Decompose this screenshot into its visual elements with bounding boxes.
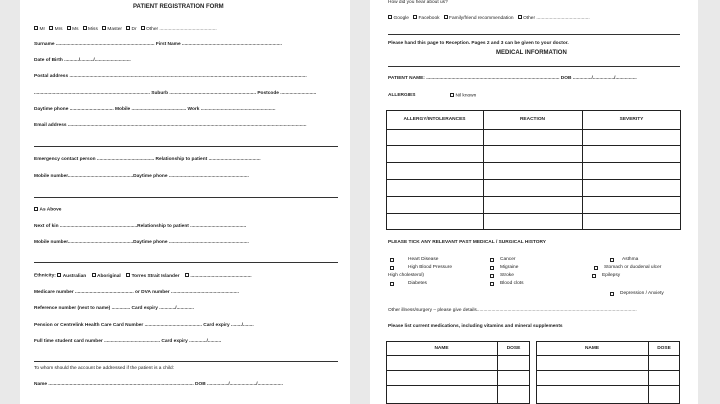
email-field[interactable]: Email address ................................................................................................................................................................................... — [34, 123, 307, 128]
divider — [34, 197, 338, 198]
table-rule — [536, 370, 680, 371]
checkbox-stomach-ulcer[interactable] — [594, 266, 598, 270]
section-title: MEDICAL INFORMATION — [496, 50, 567, 56]
title-option-dr[interactable]: Dr — [126, 27, 137, 32]
checkbox[interactable] — [126, 273, 130, 277]
history-title: PLEASE TICK ANY RELEVANT PAST MEDICAL / SURGICAL HISTORY — [388, 240, 546, 245]
source-option-other[interactable]: Other ........................................ — [518, 16, 590, 21]
table-rule — [483, 110, 484, 230]
account-instruction: To whom should the account be addressed if the patient is a child: — [34, 366, 174, 371]
history-epilepsy: Epilepsy — [602, 273, 621, 278]
divider — [34, 262, 338, 263]
medicare-field[interactable]: Medicare number ............................................ or DVA number ................................................... — [34, 290, 239, 295]
table-rule — [386, 355, 530, 356]
ethnicity-option-australian[interactable]: Australian — [57, 274, 86, 279]
medications-instruction: Please list current medications, including vitamins and mineral supplements — [388, 324, 563, 329]
table-rule — [386, 196, 681, 197]
reaction-header: REACTION — [519, 117, 546, 122]
title-options — [34, 26, 217, 33]
checkbox-stroke[interactable] — [490, 274, 494, 278]
med-name-header: NAME — [584, 346, 600, 351]
title-option-mr[interactable]: Mr — [34, 27, 45, 32]
table-rule — [386, 213, 681, 214]
registration-page — [20, 0, 350, 404]
checkbox[interactable] — [83, 26, 87, 30]
checkbox[interactable] — [34, 26, 38, 30]
history-cancer: Cancer — [500, 257, 516, 262]
history-depression: Depression / Anxiety — [620, 291, 664, 296]
checkbox-heart-disease[interactable] — [390, 258, 394, 262]
emergency-contact-field[interactable]: Emergency contact person ........................................... Relationship to patient ....................................... — [34, 157, 261, 162]
source-options — [388, 15, 590, 22]
table-rule — [386, 162, 681, 163]
med-dose-header: DOSE — [506, 346, 521, 351]
title-option-master[interactable]: Master — [102, 27, 122, 32]
divider — [388, 66, 680, 67]
checkbox-epilepsy[interactable] — [592, 274, 596, 278]
source-option-google[interactable]: Google — [388, 16, 409, 21]
ethnicity-option-other[interactable]: .............................................. — [185, 274, 252, 279]
title-option-ms[interactable]: Ms — [67, 27, 79, 32]
ethnicity-options — [34, 273, 252, 280]
title-option-mrs[interactable]: Mrs — [49, 27, 63, 32]
emergency-mobile-field[interactable]: Mobile number.................................................Daytime phone ............................................................ — [34, 174, 249, 179]
pension-card-field[interactable]: Pension or Centrelink Health Care Card Number ........................................... Card expiry ......../........ — [34, 323, 254, 328]
checkbox-migraine[interactable] — [490, 266, 494, 270]
allergies-label: ALLERGIES — [388, 93, 416, 98]
med-dose-header: DOSE — [657, 346, 671, 351]
med-name-header: NAME — [434, 346, 449, 351]
next-of-kin-field[interactable]: Next of kin ..........................................................Relationship to patient .......................................... — [34, 224, 247, 229]
checkbox[interactable] — [49, 26, 53, 30]
checkbox[interactable] — [92, 273, 96, 277]
ethnicity-option-torres-strait[interactable]: Torres Strait Islander — [126, 274, 179, 279]
checkbox[interactable] — [444, 15, 448, 19]
checkbox-diabetes[interactable] — [390, 282, 394, 286]
other-illness-field[interactable]: Other illness/surgery – please give details........................................................................................................................ — [388, 308, 637, 313]
divider — [34, 361, 338, 362]
checkbox-high-blood-pressure[interactable] — [390, 266, 394, 270]
source-option-facebook[interactable]: Facebook — [413, 16, 440, 21]
ethnicity-option-aboriginal[interactable]: Aboriginal — [92, 274, 121, 279]
checkbox[interactable] — [518, 15, 522, 19]
table-rule — [386, 129, 681, 130]
table-rule — [386, 370, 530, 371]
student-card-field[interactable]: Full time student card number .......................................... Card expiry ............./.......... — [34, 339, 222, 344]
checkbox[interactable] — [388, 15, 392, 19]
nil-known-option[interactable]: Nil known — [450, 93, 476, 100]
table-rule — [386, 145, 681, 146]
history-asthma: Asthma — [622, 257, 639, 262]
history-high-blood-pressure: High Blood Pressure — [408, 265, 452, 270]
as-above-option[interactable]: As Above — [34, 207, 61, 214]
allergy-table — [386, 110, 681, 230]
checkbox[interactable] — [126, 26, 130, 30]
phone-fields[interactable]: Daytime phone ................................. Mobile ......................................... Work ........................................................ — [34, 107, 276, 112]
dob-field[interactable]: Date of Birth .........../........../........................... — [34, 58, 131, 63]
history-heart-disease: Heart Disease — [408, 257, 439, 262]
title-option-miss[interactable]: Miss — [83, 27, 98, 32]
divider — [388, 34, 680, 35]
hear-about-question: How did you hear about us? — [388, 0, 448, 5]
table-rule — [386, 179, 681, 180]
table-rule — [536, 355, 680, 356]
checkbox[interactable] — [67, 26, 71, 30]
history-high-cholesterol: High cholesterol) — [388, 273, 424, 278]
ethnicity-label: Ethnicity: — [34, 273, 56, 279]
title-option-other[interactable]: Other ........................................... — [141, 27, 217, 32]
account-name-dob-field[interactable]: Name ............................................................................................................. DOB ................/..................../................... — [34, 382, 283, 387]
reception-instruction: Please hand this page to Reception. Pages 2 and 3 can be given to your doctor. — [388, 41, 569, 46]
patient-name-field[interactable]: PATIENT NAME: .................................................................................................... DOB ............../................/................ — [388, 76, 637, 81]
history-diabetes: Diabetes — [408, 281, 427, 286]
nok-mobile-field[interactable]: Mobile number.................................................Daytime phone ............................................................ — [34, 240, 249, 245]
table-rule — [386, 385, 530, 386]
checkbox[interactable] — [34, 207, 38, 211]
checkbox[interactable] — [413, 15, 417, 19]
reference-number-field[interactable]: Reference number (next to name) .............. Card expiry ............/............. — [34, 306, 194, 311]
checkbox[interactable] — [141, 26, 145, 30]
checkbox-depression[interactable] — [610, 292, 614, 296]
postal-address-field[interactable]: Postal address .................................................................................................................................................................................. — [34, 74, 307, 79]
table-rule — [536, 385, 680, 386]
checkbox[interactable] — [57, 273, 61, 277]
table-rule — [582, 110, 583, 230]
checkbox[interactable] — [102, 26, 106, 30]
source-option-family[interactable]: Family/friend recommendation — [444, 16, 514, 21]
history-blood-clots: Blood clots — [500, 281, 524, 286]
history-migraine: Migraine — [500, 265, 519, 270]
severity-header: SEVERITY — [619, 117, 644, 122]
history-stroke: Stroke — [500, 273, 514, 278]
suburb-postcode-field[interactable]: ....................................................................................... Suburb ................................................................. Postcode ........................... — [34, 91, 317, 96]
surname-field[interactable]: Surname .......................................................................... First Name ........................................................................... — [34, 42, 282, 47]
checkbox-blood-clots[interactable] — [490, 282, 494, 286]
history-stomach-ulcer: Stomach or duodenal ulcer — [604, 265, 662, 270]
checkbox-cancer[interactable] — [490, 258, 494, 262]
checkbox-asthma[interactable] — [610, 258, 614, 262]
checkbox[interactable] — [185, 273, 189, 277]
allergy-header: ALLERGY/INTOLERANCES — [403, 117, 466, 122]
page-title: PATIENT REGISTRATION FORM — [133, 4, 224, 10]
divider — [34, 146, 338, 147]
checkbox[interactable] — [450, 93, 454, 97]
medical-information-page — [370, 0, 698, 404]
